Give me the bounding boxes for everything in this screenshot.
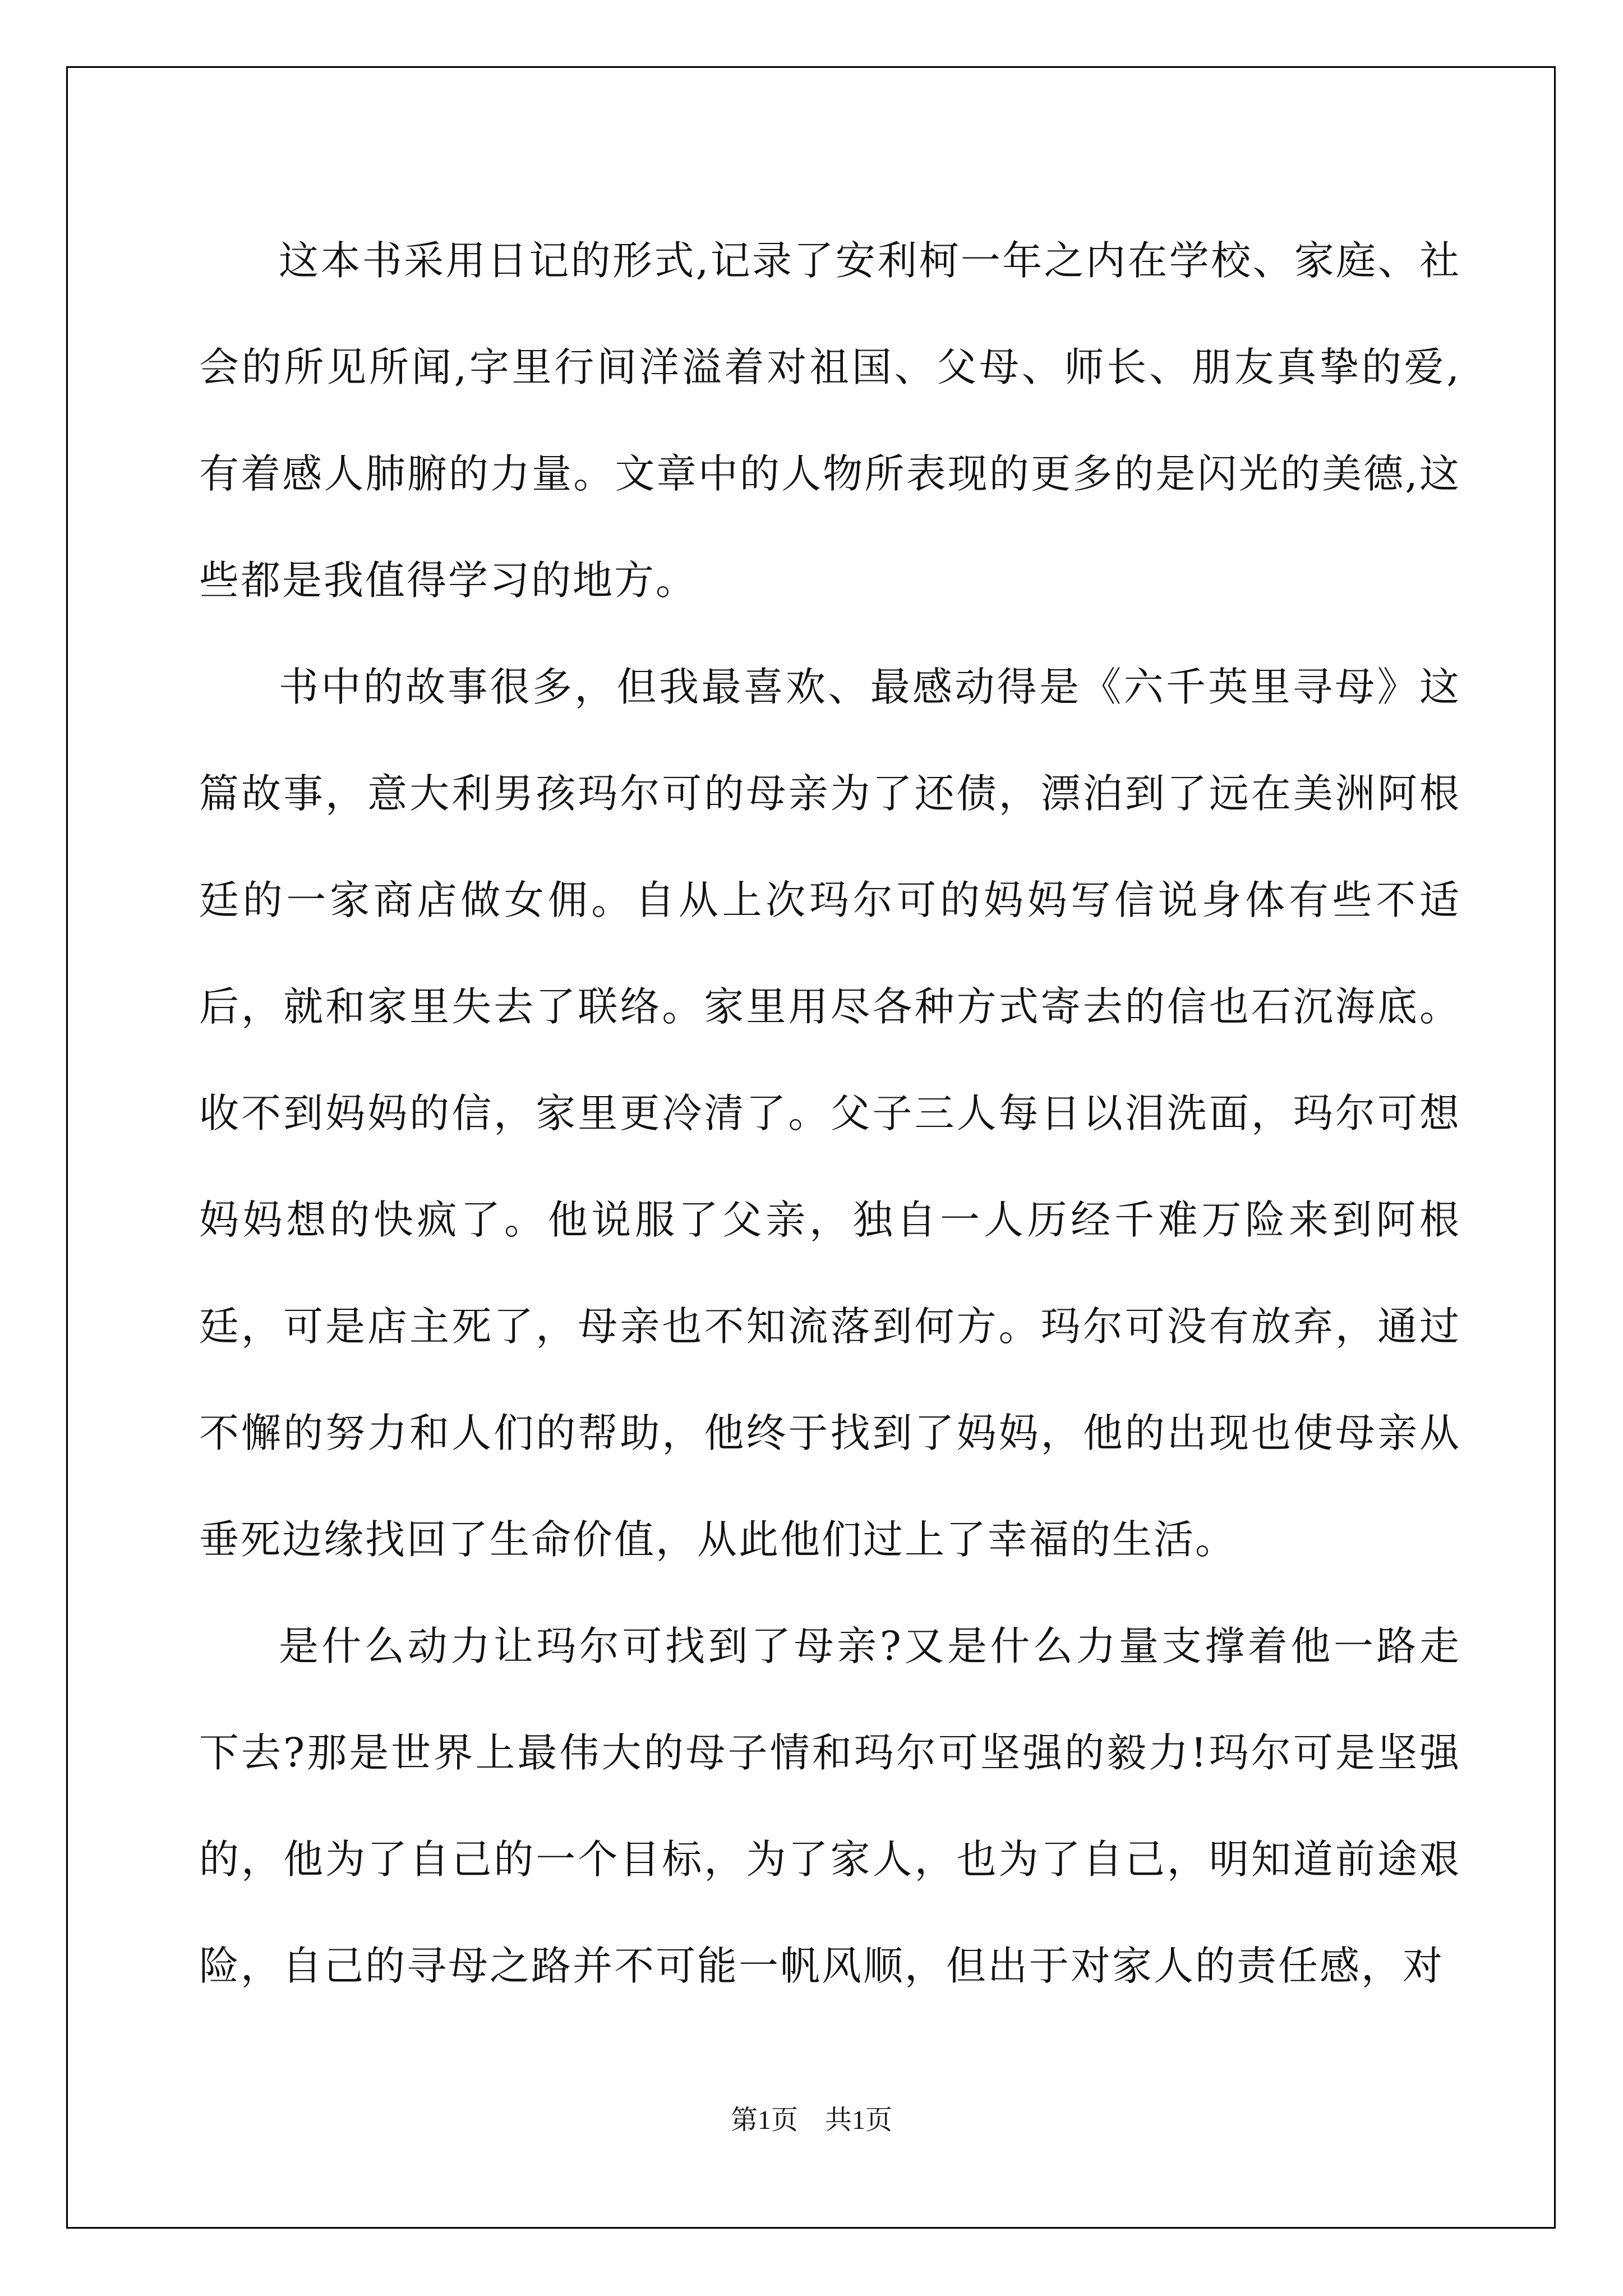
- page-footer: [0, 2098, 1623, 2137]
- page-number: 第1页 共1页: [730, 2105, 892, 2135]
- document-body: [199, 208, 1461, 2019]
- paragraph-3: 是什么动力让玛尔可找到了母亲?又是什么力量支撑着他一路走下去?那是世界上最伟大的母子情和玛尔可坚强的毅力!玛尔可是坚强的，他为了自己的一个目标，为了家人，也为了自己，明知道前途艰险，自己的寻母之路并不可能一帆风顺，但出于对家人的责任感，对: [199, 1623, 1461, 1989]
- paragraph-2: 书中的故事很多，但我最喜欢、最感动得是《六千英里寻母》这篇故事，意大利男孩玛尔可的母亲为了还债，漂泊到了远在美洲阿根廷的一家商店做女佣。自从上次玛尔可的妈妈写信说身体有些不适后，就和家里失去了联络。家里用尽各种方式寄去的信也石沉海底。收不到妈妈的信，家里更冷清了。父子三人每日以泪洗面，玛尔可想妈妈想的快疯了。他说服了父亲，独自一人历经千难万险来到阿根廷，可是店主死了，母亲也不知流落到何方。玛尔可没有放弃，通过不懈的努力和人们的帮助，他终于找到了妈妈，他的出现也使母亲从垂死边缘找回了生命价值，从此他们过上了幸福的生活。: [199, 664, 1461, 1563]
- paragraph-1: 这本书采用日记的形式,记录了安利柯一年之内在学校、家庭、社会的所见所闻,字里行间洋溢着对祖国、父母、师长、朋友真挚的爱,有着感人肺腑的力量。文章中的人物所表现的更多的是闪光的美德,这些都是我值得学习的地方。: [199, 237, 1461, 604]
